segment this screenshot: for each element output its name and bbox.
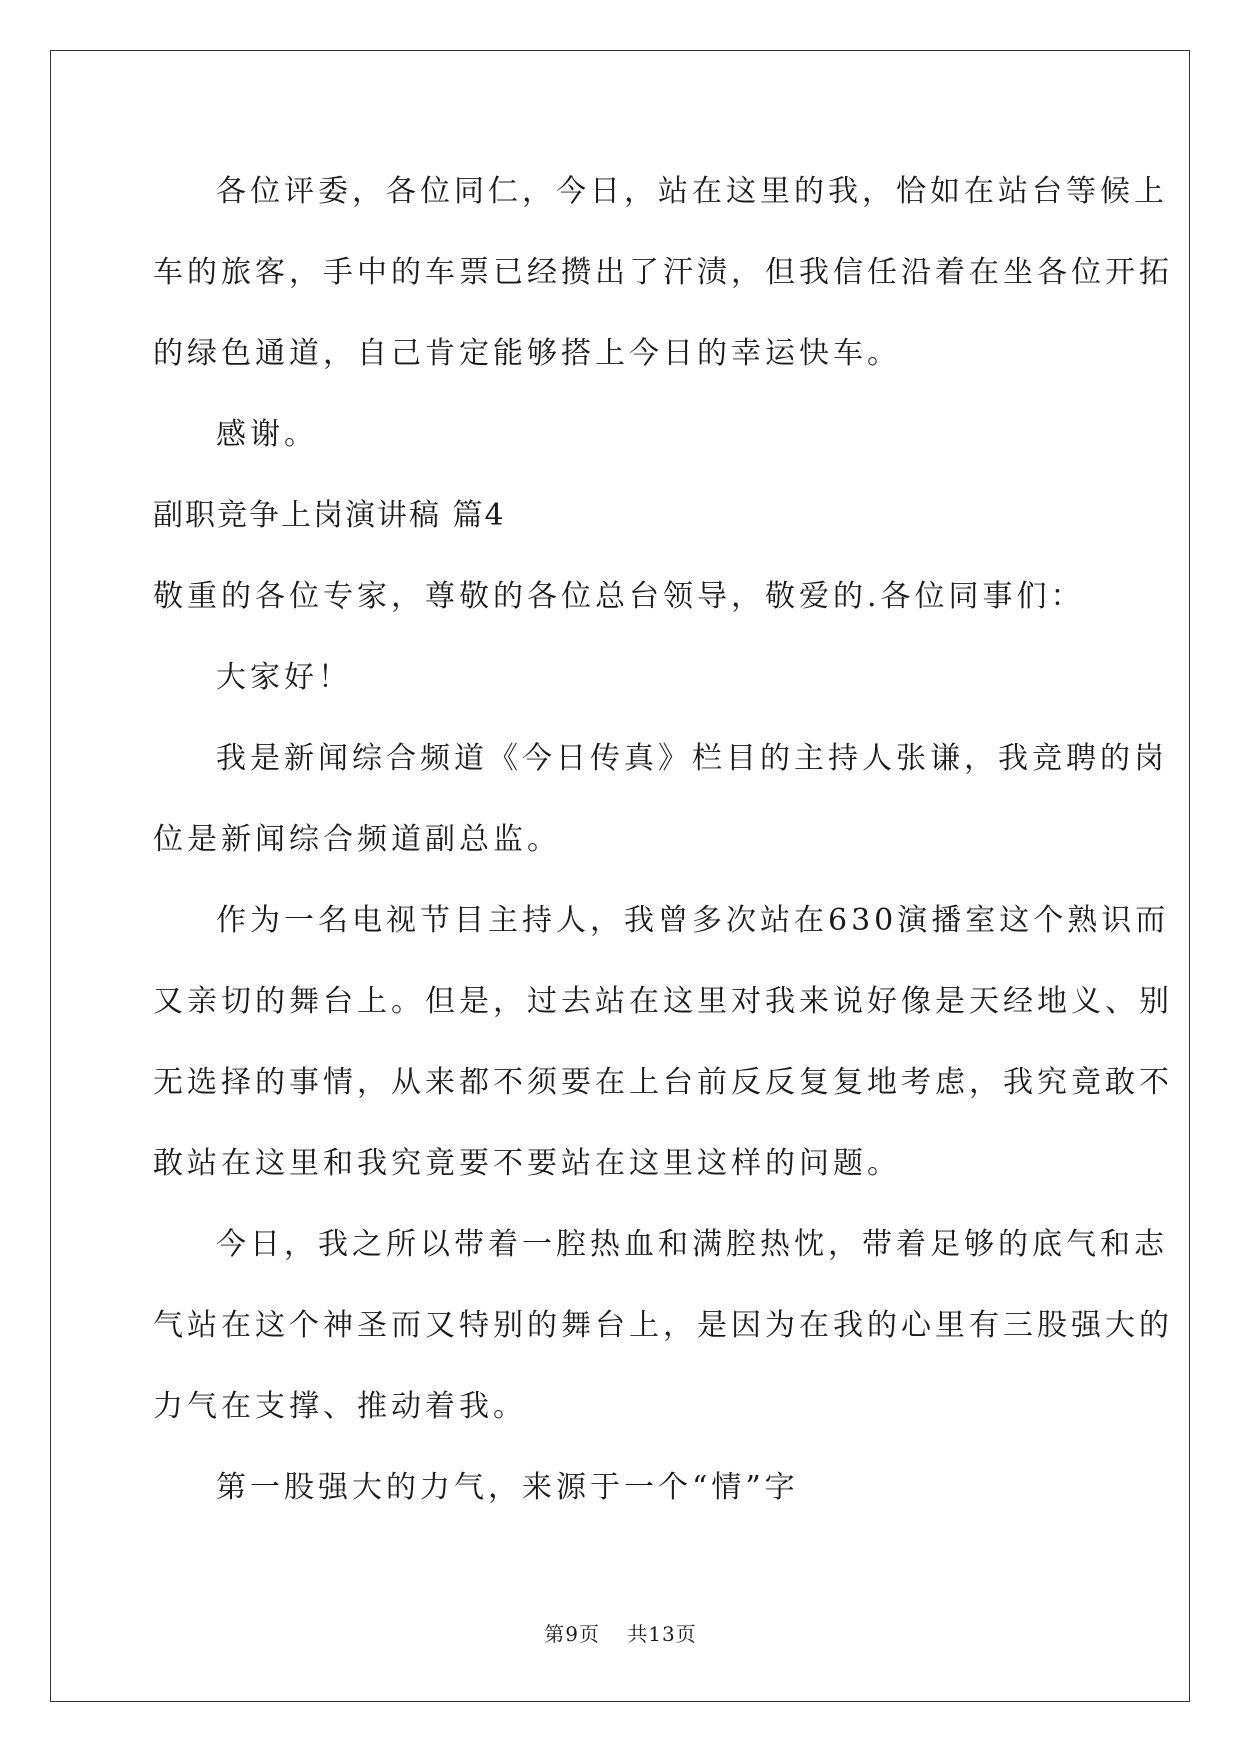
page-number: 第9页 <box>544 1622 600 1646</box>
paragraph-line: 力气在支撑、推动着我。 <box>153 1389 527 1424</box>
page-total: 共13页 <box>627 1622 697 1646</box>
section-heading: 副职竞争上岗演讲稿 篇4 <box>153 498 506 533</box>
paragraph-line: 的绿色通道，自己肯定能够搭上今日的幸运快车。 <box>153 336 901 371</box>
paragraph-line: 作为一名电视节目主持人，我曾多次站在630演播室这个熟识而 <box>216 903 1170 938</box>
paragraph-line: 位是新闻综合频道副总监。 <box>153 822 561 857</box>
paragraph-line: 大家好！ <box>216 660 352 695</box>
paragraph-line: 车的旅客，手中的车票已经攒出了汗渍，但我信任沿着在坐各位开拓 <box>153 255 1173 290</box>
paragraph-line: 又亲切的舞台上。但是，过去站在这里对我来说好像是天经地义、别 <box>153 984 1173 1019</box>
paragraph-line: 我是新闻综合频道《今日传真》栏目的主持人张谦，我竞聘的岗 <box>216 741 1168 776</box>
paragraph-line: 敢站在这里和我究竟要不要站在这里这样的问题。 <box>153 1146 901 1181</box>
document-body <box>153 162 1173 1539</box>
paragraph-line: 今日，我之所以带着一腔热血和满腔热忱，带着足够的底气和志 <box>216 1227 1168 1262</box>
page-footer <box>0 1618 1241 1647</box>
paragraph-line: 无选择的事情，从来都不须要在上台前反反复复地考虑，我究竟敢不 <box>153 1065 1173 1100</box>
paragraph-line: 感谢。 <box>216 417 318 452</box>
paragraph-line: 第一股强大的力气，来源于一个“情”字 <box>216 1470 799 1505</box>
paragraph-line: 气站在这个神圣而又特别的舞台上，是因为在我的心里有三股强大的 <box>153 1308 1173 1343</box>
paragraph-line: 各位评委，各位同仁，今日，站在这里的我，恰如在站台等候上 <box>216 174 1168 209</box>
salutation-line: 敬重的各位专家，尊敬的各位总台领导，敬爱的.各位同事们： <box>153 579 1085 614</box>
